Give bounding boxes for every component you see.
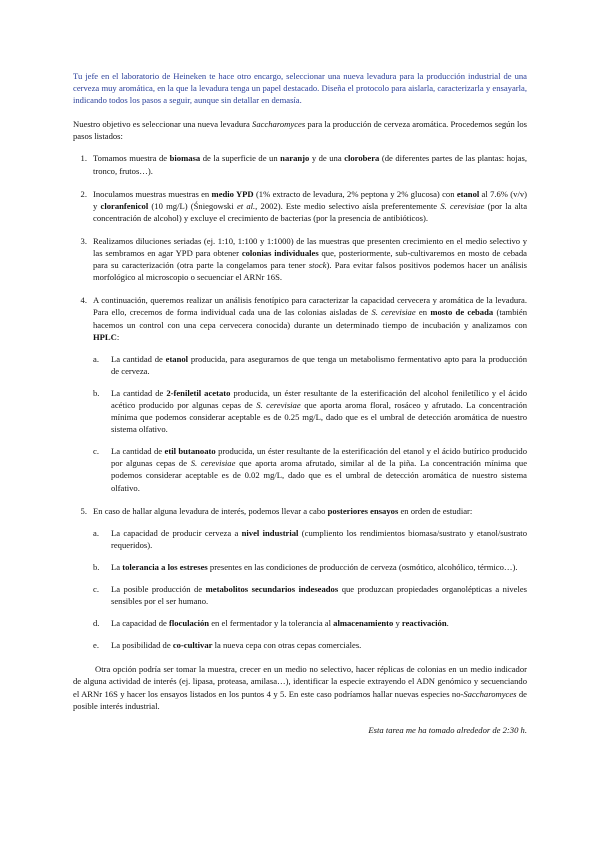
sub-italic: S. cerevisiae — [256, 399, 301, 410]
sub-letter: c. — [93, 446, 99, 457]
step-number: 4. — [80, 295, 87, 306]
closing-paragraph — [73, 663, 527, 711]
sub-keyword: metabolitos secundarios indeseados — [205, 584, 339, 594]
objective-genus: Saccharomyces — [252, 119, 306, 130]
time-note: Esta tarea me ha tomado alrededor de 2:30 h. — [368, 724, 527, 735]
sub-text: en el fermentador y la tolerancia al — [209, 618, 334, 629]
sub-text: presentes en las condiciones de producción de cerveza (osmótico, alcohólico, térmico…). — [207, 561, 518, 572]
step-keyword: colonias individuales — [241, 248, 319, 259]
sub-letter: a. — [93, 527, 99, 538]
step-text: (por la alta concentración de alcohol) y excluye el crecimiento de bacterias (por la presencia de antibióticos). — [93, 200, 528, 223]
step-text: en orden de estudiar: — [398, 505, 473, 516]
step-keyword: mosto de cebada — [430, 307, 494, 318]
closing-text: Otra opción podría ser tomar la muestra, crecer en un medio no selectivo, hacer réplicas de colonias en un medio indicador de alguna actividad de interés (ej. lipasa, proteasa, amilasa…), identificar la especie extrayendo el ADN genómico y secuenciando el ARNr 16S y hacer los ensayos listados en los puntos 4 y 5. En este caso podríamos hallar nuevas especies no- — [73, 664, 527, 699]
step-number: 2. — [80, 188, 87, 199]
step-keyword: biomasa — [169, 153, 201, 164]
step-5 — [73, 505, 527, 652]
assignment-prompt: Tu jefe en el laboratorio de Heineken te hace otro encargo, seleccionar una nueva levadura para la producción industrial de una cerveza muy aromática, en la que la levadura tenga un papel destacado. Diseña el protocolo para aislarla, caracterizarla y ensayarla, indicando todos los pasos a seguir, aunque sin detallar en demasía. — [73, 71, 527, 106]
sub-letter: b. — [93, 561, 100, 572]
step-number: 1. — [80, 153, 87, 164]
sub-keyword: nivel industrial — [241, 527, 299, 538]
step-text: en — [415, 307, 431, 318]
assay-list — [93, 527, 527, 652]
analysis-item-ethyl-butanoate — [93, 445, 527, 493]
sub-keyword: reactivación — [401, 618, 447, 629]
step-text: ). Para evitar falsos positivos podemos hacer un análisis morfológico al microscopio o secuenciar el ARNr 16S. — [93, 260, 527, 283]
objective-text: Nuestro objetivo es seleccionar una nueva levadura — [73, 119, 253, 130]
sub-text: producida, para asegurarnos de que tenga un metabolismo fermentativo apto para la producción de cerveza. — [111, 353, 527, 376]
objective-paragraph — [73, 118, 527, 142]
step-2 — [73, 188, 527, 224]
assay-item-industrial — [93, 527, 527, 551]
closing-text-end: de posible interés industrial. — [73, 688, 527, 711]
step-text: que, posteriormente, sub-cultivaremos en mosto de cebada para su caracterización (otra parte la congelamos para tener — [93, 248, 527, 271]
analysis-list — [93, 353, 527, 494]
sub-text: producida, un éster resultante de la esterificación del etanol y el ácido butírico producido por algunas cepas de — [111, 446, 527, 469]
sub-letter: a. — [93, 353, 99, 364]
sub-keyword: tolerancia a los estreses — [122, 561, 208, 572]
assay-item-metabolites — [93, 583, 527, 607]
step-text: A continuación, queremos realizar un análisis fenotípico para caracterizar la capacidad cervecera y aromática de la levadura. Para ello, crecemos de forma individual cada una de las colonias aisladas de — [93, 295, 527, 318]
sub-text: producida, un éster resultante de la esterificación del alcohol feniletílico y el ácido acético producido por algunas cepas de — [111, 387, 528, 410]
sub-letter: e. — [93, 640, 99, 651]
step-text: Realizamos diluciones seriadas (ej. 1:10, 1:100 y 1:1000) de las muestras que presenten crecimiento en el medio selectivo y las sembramos en agar YPD para obtener — [93, 235, 527, 259]
step-3 — [73, 235, 527, 283]
step-text: (10 mg/L) (Śniegowski — [148, 200, 237, 211]
step-keyword: HPLC — [93, 331, 117, 342]
closing-italic: Saccharomyces — [463, 688, 517, 699]
sub-keyword: almacenamiento — [333, 618, 394, 629]
sub-text: La cantidad de — [111, 387, 167, 398]
step-text: Tomamos muestra de — [93, 153, 170, 164]
sub-text: La cantidad de — [111, 353, 166, 364]
sub-italic: S. cerevisiae — [190, 458, 236, 469]
assay-item-stress — [93, 561, 527, 573]
document-body — [73, 70, 527, 736]
sub-letter: d. — [93, 618, 100, 629]
protocol-steps — [73, 152, 527, 651]
sub-text: La posible producción de — [111, 584, 206, 594]
sub-text: La capacidad de producir cerveza a — [111, 527, 242, 538]
sub-text: La capacidad de — [111, 618, 169, 629]
step-4 — [73, 294, 527, 493]
sub-keyword: floculación — [168, 618, 210, 629]
analysis-item-phenylethyl-acetate — [93, 387, 527, 435]
step-number: 3. — [80, 235, 87, 246]
step-text: (también hacemos un control con una cepa cervecera conocida) durante un determinado tiempo de incubación y analizamos con — [93, 307, 527, 330]
sub-text: que aporta aroma afrutado, similar al de la piña. La concentración mínima que podemos considerar aceptable es de 0.02 mg/L, dado que es el umbral de detección aromática de nuestro sistema olfativo. — [111, 458, 528, 493]
step-keyword: cloranfenicol — [100, 200, 149, 211]
sub-keyword: 2-feniletil acetato — [166, 387, 231, 398]
sub-text: que produzcan propiedades organolépticas a niveles sensibles por el ser humano. — [111, 584, 527, 607]
step-italic: S. cerevisiae — [371, 307, 416, 318]
step-keyword: naranjo — [280, 153, 310, 164]
sub-text: La posibilidad de — [111, 640, 173, 651]
step-italic: S. cerevisiae — [440, 200, 485, 211]
sub-text: y — [393, 618, 402, 629]
step-text: : — [116, 331, 120, 342]
sub-text: (cumpliento los rendimientos biomasa/sustrato y etanol/sustrato requeridos). — [111, 527, 527, 550]
step-text: , 2002). Este medio selectivo aísla preferentemente — [255, 200, 441, 211]
sub-keyword: co-cultivar — [172, 640, 213, 651]
step-number: 5. — [80, 505, 87, 516]
sub-text: . — [446, 618, 449, 629]
step-1 — [73, 152, 527, 176]
analysis-item-ethanol — [93, 353, 527, 377]
sub-text: la nueva cepa con otras cepas comerciales. — [212, 640, 362, 651]
step-text: y de una — [309, 153, 345, 164]
assay-item-flocculation — [93, 617, 527, 629]
sub-text: La cantidad de — [111, 446, 165, 457]
step-keyword: posteriores ensayos — [327, 505, 399, 516]
step-text: En caso de hallar alguna levadura de interés, podemos llevar a cabo — [93, 505, 328, 516]
sub-keyword: etanol — [165, 353, 189, 364]
assay-item-co-culture — [93, 639, 527, 651]
objective-text-end: para la producción de cerveza aromática. Procedemos según los pasos listados: — [73, 119, 527, 142]
step-text: de la superficie de un — [200, 153, 281, 164]
step-italic: stock — [308, 260, 327, 271]
step-keyword: etanol — [456, 188, 480, 199]
sub-letter: b. — [93, 387, 100, 398]
sub-keyword: etil butanoato — [164, 446, 216, 457]
step-keyword: clorobera — [344, 153, 380, 164]
step-italic: et al. — [236, 200, 256, 211]
step-text: al 7.6% (v/v) y — [93, 188, 527, 211]
sub-text: La — [111, 561, 123, 572]
sub-text: que aporta aroma floral, rosáceo y afrutado. La concentración mínima que podemos considerar aceptable es de 0.25 mg/L, dado que es el umbral de detección aromática de nuestro sistema olfativo. — [111, 399, 528, 435]
step-keyword: medio YPD — [211, 188, 254, 199]
step-text: Inoculamos muestras muestras en — [93, 188, 212, 199]
step-text: (de diferentes partes de las plantas: hojas, tronco, frutos…). — [93, 153, 527, 176]
sub-letter: c. — [93, 584, 99, 594]
step-text: (1% extracto de levadura, 2% peptona y 2% glucosa) con — [253, 188, 457, 199]
